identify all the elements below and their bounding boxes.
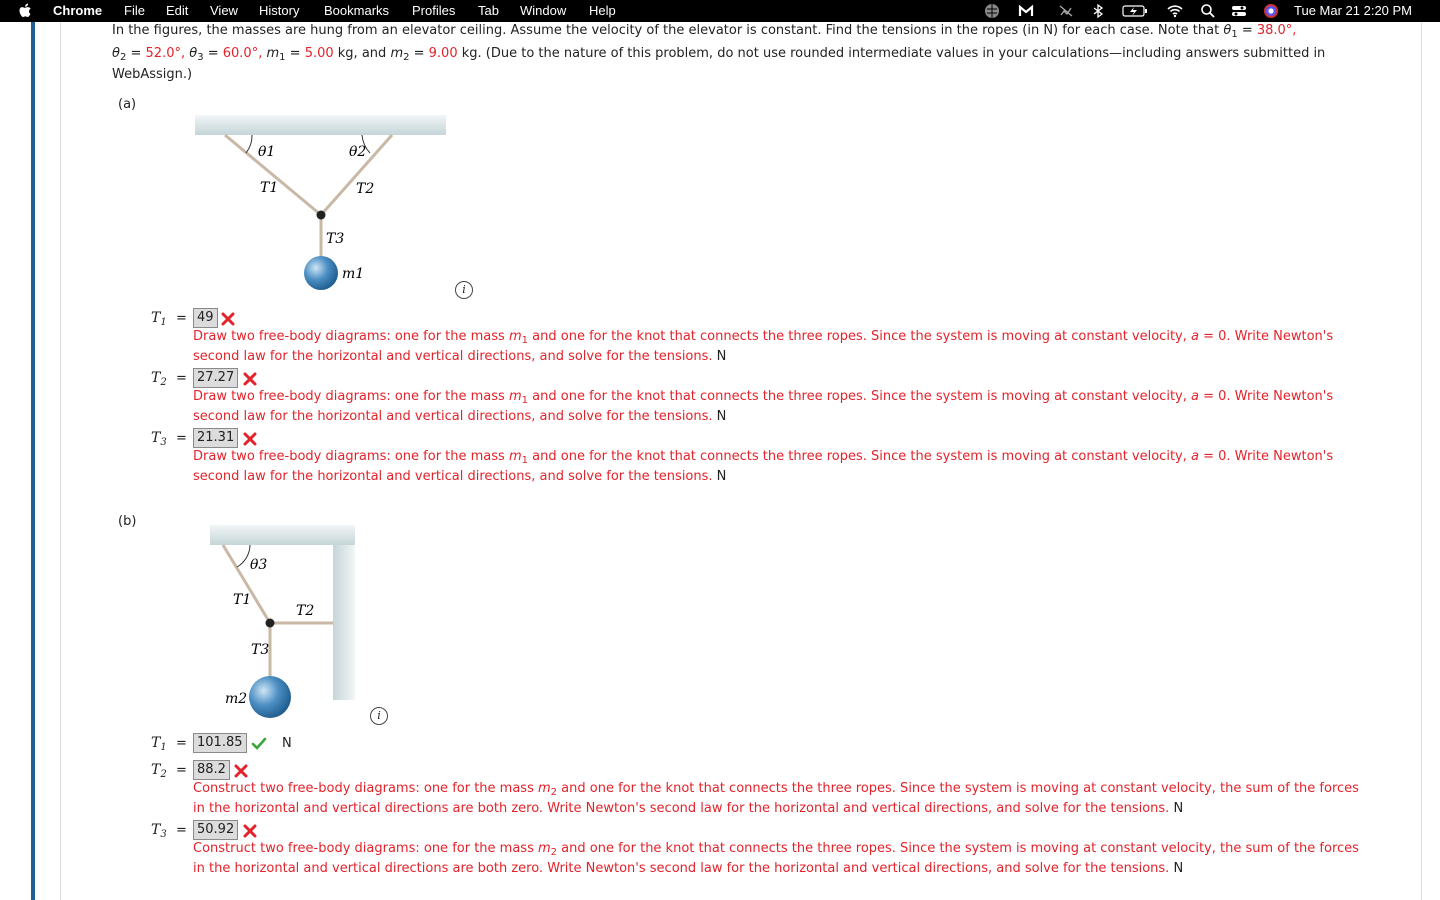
question-accent-bar (31, 22, 35, 900)
diagram-b-m2: m2 (225, 691, 248, 707)
bluetooth-icon[interactable] (1090, 3, 1106, 19)
b-t3-label: $T_3$ (151, 822, 167, 840)
b-t2-feedback: Construct two free-body diagrams: one for the mass $m_2$ and one for the knot that connects the three ropes. Since the system is moving at constant velocity, the sum of the forces in the horizontal and vertical directions are both zero. Write Newton's second law for the horizontal and vertical directions, and solve for the tensions. N (193, 781, 1359, 816)
a-t1-equals: = (176, 311, 187, 326)
m2-value: 9.00 (428, 46, 458, 61)
panel-right-border (1421, 22, 1422, 900)
knot-b (266, 619, 275, 628)
wall-b (333, 545, 355, 700)
b-t2-answer-field[interactable]: 88.2 (193, 760, 230, 780)
malwarebytes-icon[interactable] (1018, 3, 1034, 19)
screen-mirroring-off-icon[interactable] (1058, 3, 1074, 19)
a-t1-answer-field[interactable]: 49 (193, 308, 218, 328)
menu-view[interactable]: View (210, 3, 238, 18)
ceiling-a (195, 115, 446, 135)
diagram-a-theta1: θ1 (258, 144, 276, 160)
theta3-value: 60.0°, (222, 46, 263, 61)
correct-check-icon (251, 737, 267, 751)
part-a-label: (a) (118, 97, 137, 112)
b-t1-answer-field[interactable]: 101.85 (193, 733, 247, 753)
diagram-b-theta3: θ3 (250, 557, 268, 573)
theta3-arc (237, 545, 250, 567)
a-t3-feedback: Draw two free-body diagrams: one for the mass $m_1$ and one for the knot that connects the three ropes. Since the system is moving at constant velocity, a = 0. Write Newton's second law for the horizontal and vertical directions, and solve for the tensions. N (193, 449, 1334, 484)
problem-line-1: In the figures, the masses are hung from an elevator ceiling. Assume the velocity of the elevator is constant. Find the tensions in the ropes (in N) for each case. Note that $\theta_1 = 38.0^\circ$, (112, 23, 1297, 40)
theta1-arc (246, 135, 252, 153)
battery-charging-icon[interactable] (1122, 3, 1148, 19)
incorrect-x-icon (221, 312, 235, 326)
b-t2-label: $T_2$ (151, 762, 167, 780)
knot-a (317, 211, 326, 220)
diagram-a-theta2: θ2 (349, 144, 367, 160)
diagram-b-t2: T2 (296, 603, 315, 619)
diagram-b-t3: T3 (251, 642, 270, 658)
diagram-a-m1: m1 (342, 266, 365, 282)
problem-intro: In the figures, the masses are hung from an elevator ceiling. Assume the velocity of the elevator is constant. Find the tensions in the ropes (in N) for each case. Note that (112, 23, 1220, 38)
macos-menu-bar (0, 0, 1440, 22)
menu-bookmarks[interactable]: Bookmarks (324, 3, 390, 18)
menu-profiles[interactable]: Profiles (412, 3, 456, 18)
a-t1-label: $T_1$ (151, 310, 167, 328)
b-t3-answer-field[interactable]: 50.92 (193, 820, 238, 840)
b-t1-unit: N (282, 736, 292, 751)
panel-left-border (60, 22, 61, 900)
wifi-icon[interactable] (1167, 3, 1183, 19)
a-t3-equals: = (176, 431, 187, 446)
problem-line-2: $\theta_2 = 52.0^\circ$, $\theta_3 = 60.0^\circ$, $m_1 = 5.00$ kg, and $m_2 = 9.00$ kg. (Due to the nature of this problem, do not use rounded intermediate values in your calculations—including answers submitted in (112, 46, 1326, 63)
a-t2-feedback: Draw two free-body diagrams: one for the mass $m_1$ and one for the knot that connects the three ropes. Since the system is moving at constant velocity, a = 0. Write Newton's second law for the horizontal and vertical directions, and solve for the tensions. N (193, 389, 1334, 424)
incorrect-x-icon (243, 824, 257, 838)
diagram-a-t2: T2 (356, 181, 375, 197)
problem-line-3: WebAssign.) (112, 67, 193, 82)
b-t1-equals: = (176, 736, 187, 751)
incorrect-x-icon (243, 432, 257, 446)
m1-value: 5.00 (304, 46, 334, 61)
b-t3-feedback: Construct two free-body diagrams: one for the mass $m_2$ and one for the knot that connects the three ropes. Since the system is moving at constant velocity, the sum of the forces in the horizontal and vertical directions are both zero. Write Newton's second law for the horizontal and vertical directions, and solve for the tensions. N (193, 841, 1359, 876)
menu-history[interactable]: History (259, 3, 300, 18)
a-t2-label: $T_2$ (151, 370, 167, 388)
rounding-note: kg. (Due to the nature of this problem, do not use rounded intermediate values in your calculations—including answers submitted in (461, 46, 1326, 61)
theta1-value: 38.0°, (1256, 23, 1297, 38)
a-t1-feedback: Draw two free-body diagrams: one for the mass $m_1$ and one for the knot that connects the three ropes. Since the system is moving at constant velocity, a = 0. Write Newton's second law for the horizontal and vertical directions, and solve for the tensions. N (193, 329, 1334, 364)
a-t2-equals: = (176, 371, 187, 386)
a-t3-label: $T_3$ (151, 430, 167, 448)
mass-m2-ball (249, 676, 291, 718)
diagram-b-t1: T1 (233, 592, 252, 608)
spotlight-search-icon[interactable] (1200, 3, 1216, 19)
menu-clock[interactable]: Tue Mar 21 2:20 PM (1294, 3, 1413, 18)
diagram-b (200, 520, 370, 730)
info-icon-a[interactable]: i (455, 281, 473, 299)
b-t1-label: $T_1$ (151, 735, 167, 753)
menu-app-name[interactable]: Chrome (53, 3, 103, 18)
b-t3-equals: = (176, 823, 187, 838)
ceiling-b (210, 525, 355, 545)
menu-help[interactable]: Help (589, 3, 616, 18)
incorrect-x-icon (243, 372, 257, 386)
diagram-a-t1: T1 (260, 180, 279, 196)
diagram-a-t3: T3 (326, 231, 345, 247)
menu-window[interactable]: Window (520, 3, 567, 18)
diagram-a (190, 110, 450, 300)
menu-edit[interactable]: Edit (166, 3, 189, 18)
theta2-value: 52.0°, (145, 46, 186, 61)
incorrect-x-icon (234, 764, 248, 778)
globe-icon[interactable] (984, 3, 1000, 19)
b-t2-equals: = (176, 763, 187, 778)
mass-m1-ball (304, 256, 338, 290)
a-t2-answer-field[interactable]: 27.27 (193, 368, 238, 388)
siri-icon[interactable] (1263, 3, 1279, 19)
info-icon-b[interactable]: i (370, 707, 388, 725)
control-center-icon[interactable] (1231, 3, 1247, 19)
menu-tab[interactable]: Tab (478, 3, 499, 18)
menu-file[interactable]: File (124, 3, 145, 18)
a-t3-answer-field[interactable]: 21.31 (193, 428, 238, 448)
part-b-label: (b) (118, 514, 137, 529)
kg-and-text: kg, and (337, 46, 387, 61)
apple-logo-icon[interactable] (18, 3, 34, 19)
